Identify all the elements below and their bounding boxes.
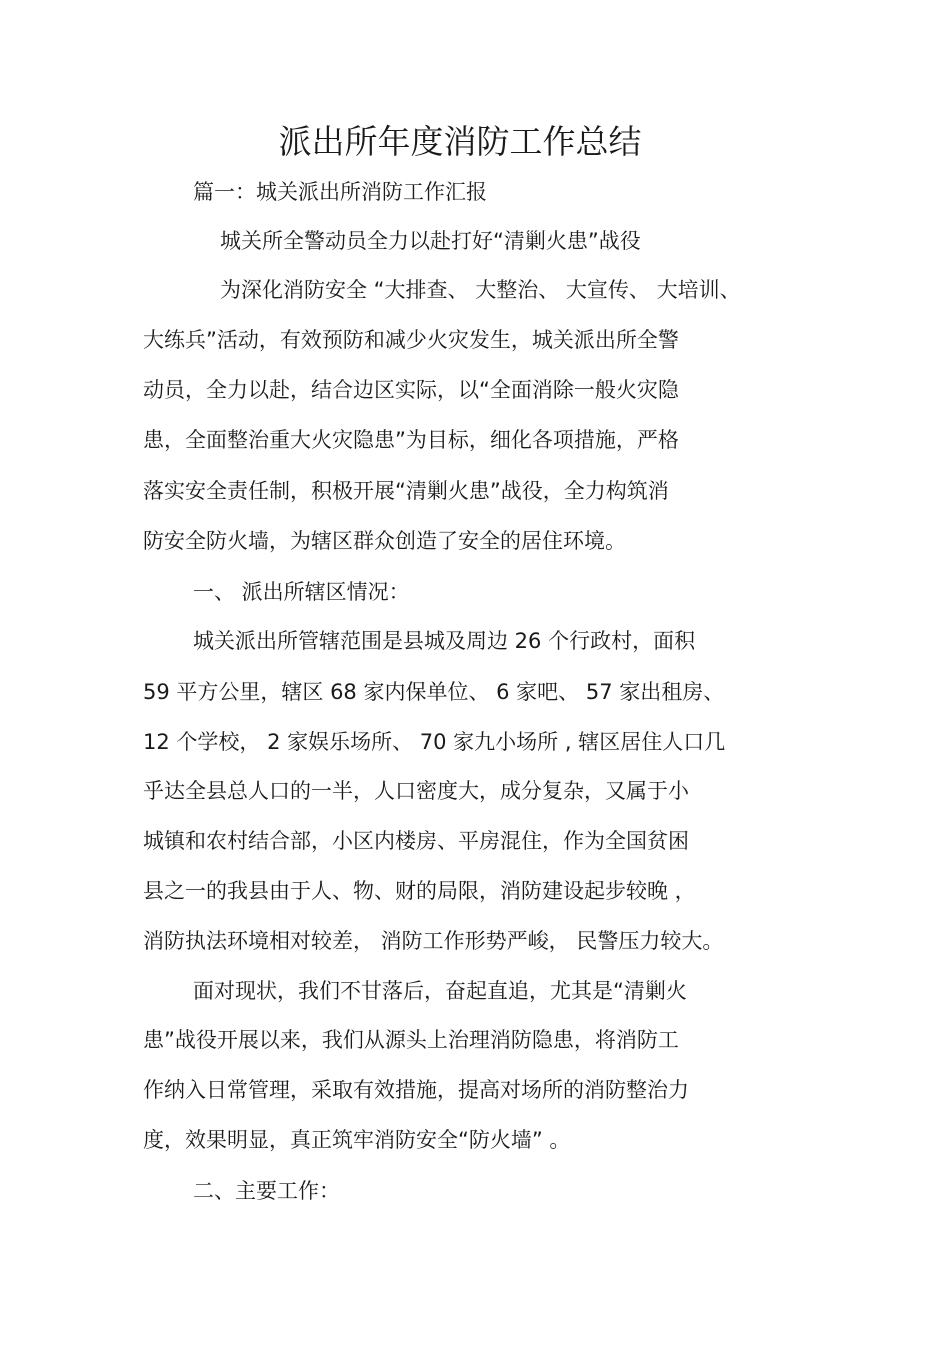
paragraph-line: 面对现状，我们不甘落后，奋起直追，尤其是“清剿火 <box>193 979 687 1003</box>
paragraph-line: 59 平方公里，辖区 68 家内保单位、 6 家吧、 57 家出租房、 <box>143 680 725 704</box>
paragraph-line: 作纳入日常管理，采取有效措施，提高对场所的消防整治力 <box>143 1078 689 1102</box>
document-subtitle: 篇一：城关派出所消防工作汇报 <box>193 180 487 204</box>
paragraph-line: 消防执法环境相对较差， 消防工作形势严峻， 民警压力较大。 <box>143 929 724 953</box>
section-heading: 一、 派出所辖区情况： <box>193 580 410 604</box>
paragraph-line: 患，全面整治重大火灾隐患”为目标，细化各项措施，严格 <box>143 428 679 452</box>
section-heading: 二、主要工作： <box>193 1179 340 1203</box>
paragraph-line: 城关派出所管辖范围是县城及周边 26 个行政村，面积 <box>193 629 696 653</box>
paragraph-line: 12 个学校， 2 家娱乐场所、 70 家九小场所 , 辖区居住人口几 <box>143 730 726 754</box>
paragraph-line: 城镇和农村结合部，小区内楼房、平房混住，作为全国贫困 <box>143 829 689 853</box>
paragraph-line: 乎达全县总人口的一半，人口密度大，成分复杂，又属于小 <box>143 779 689 803</box>
paragraph-line: 大练兵”活动，有效预防和减少火灾发生，城关派出所全警 <box>143 328 679 352</box>
paragraph-line: 患”战役开展以来，我们从源头上治理消防隐患，将消防工 <box>143 1028 679 1052</box>
paragraph-line: 动员，全力以赴，结合边区实际，以“全面消除一般火灾隐 <box>143 378 679 402</box>
paragraph-line: 为深化消防安全 “大排查、 大整治、 大宣传、 大培训、 <box>220 278 741 302</box>
paragraph-line: 度，效果明显，真正筑牢消防安全“防火墙” 。 <box>143 1128 571 1152</box>
paragraph-line: 城关所全警动员全力以赴打好“清剿火患”战役 <box>220 229 641 253</box>
paragraph-line: 防安全防火墙，为辖区群众创造了安全的居住环境。 <box>143 529 626 553</box>
paragraph-line: 县之一的我县由于人、物、财的局限，消防建设起步较晚 ， <box>143 879 696 903</box>
document-title: 派出所年度消防工作总结 <box>278 122 642 161</box>
paragraph-line: 落实安全责任制，积极开展“清剿火患”战役，全力构筑消 <box>143 479 669 503</box>
